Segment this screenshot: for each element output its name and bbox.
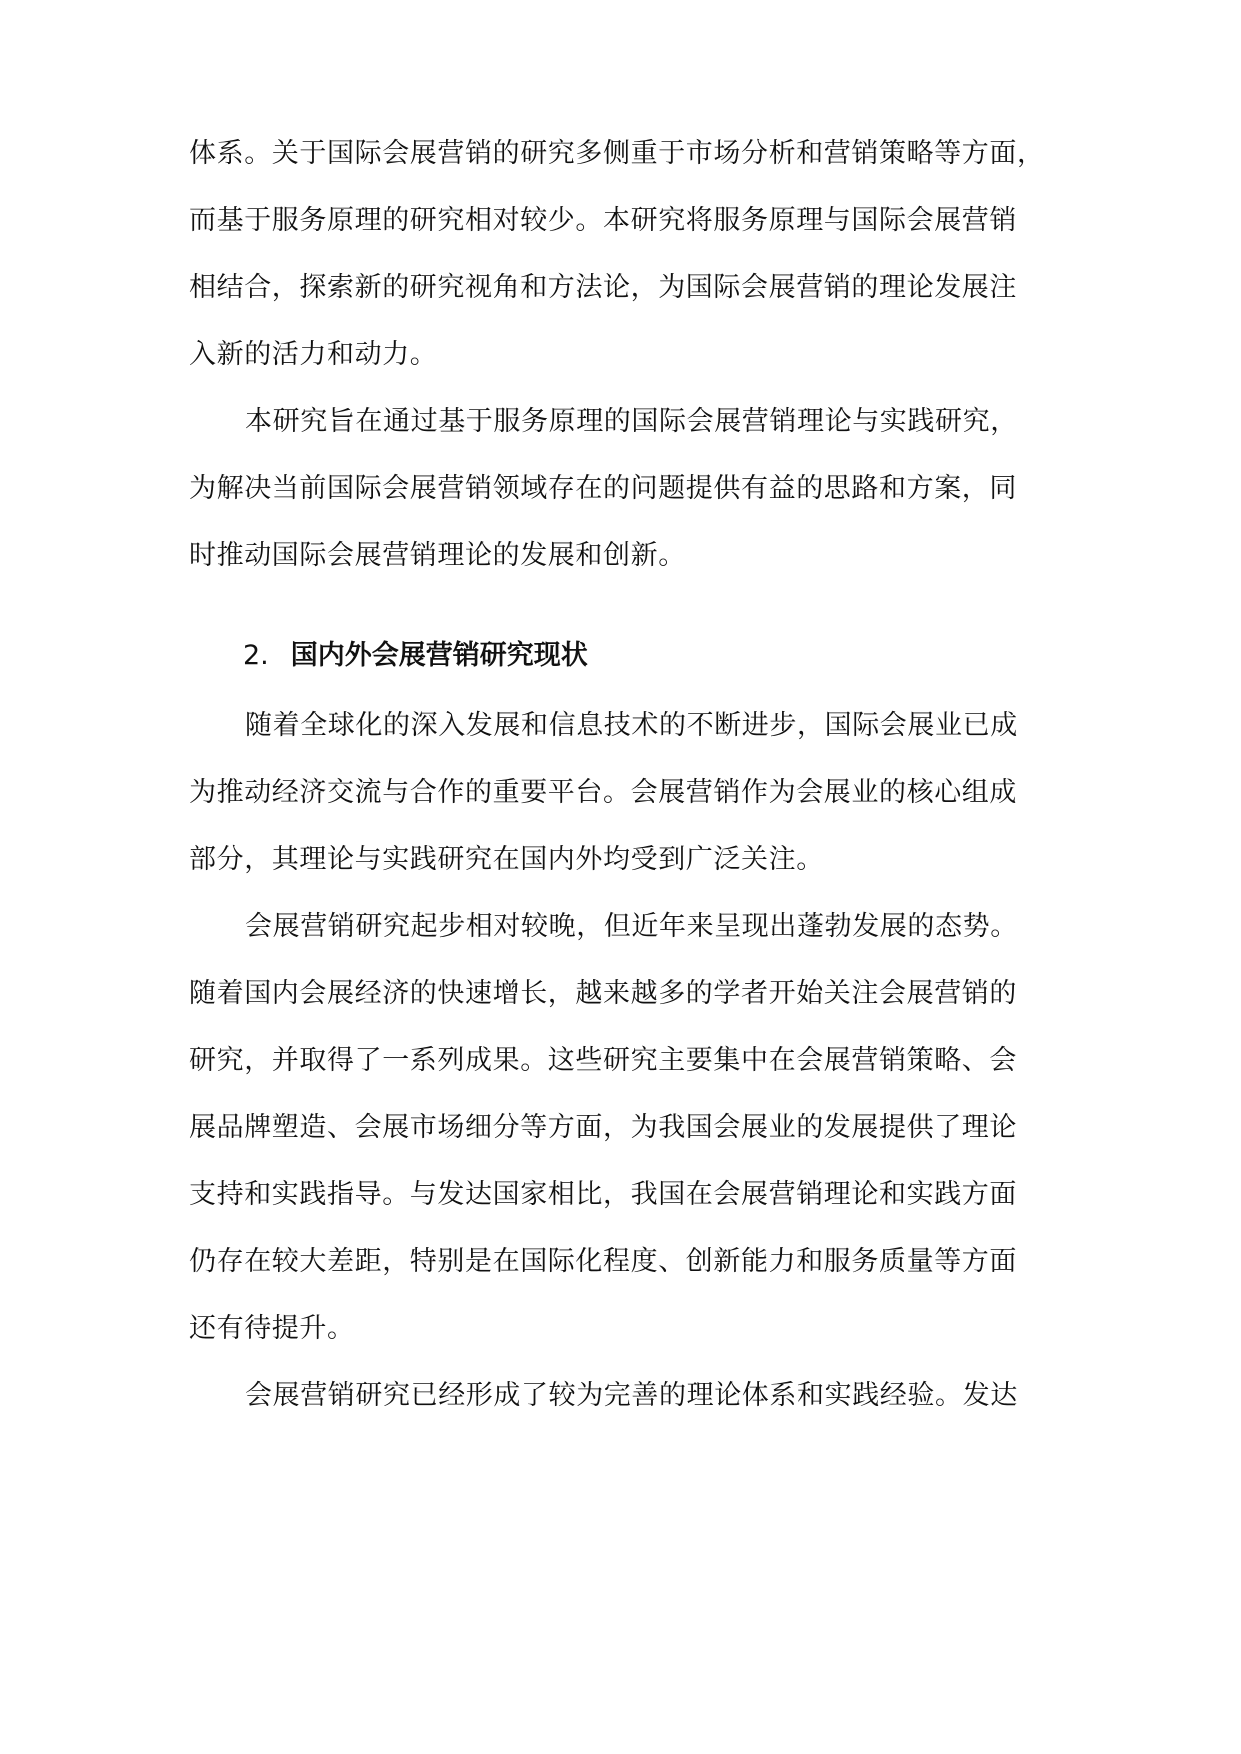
text-line: 时推动国际会展营销理论的发展和创新。 bbox=[189, 540, 686, 571]
text-line: 相结合，探索新的研究视角和方法论，为国际会展营销的理论发展注 bbox=[189, 272, 1017, 303]
text-line: 支持和实践指导。与发达国家相比，我国在会展营销理论和实践方面 bbox=[189, 1179, 1017, 1210]
text-line: 随着全球化的深入发展和信息技术的不断进步，国际会展业已成 bbox=[245, 710, 1018, 741]
section-title: 国内外会展营销研究现状 bbox=[290, 640, 588, 671]
text-line: 展品牌塑造、会展市场细分等方面，为我国会展业的发展提供了理论 bbox=[189, 1112, 1017, 1143]
section-number: 2. bbox=[243, 640, 269, 671]
text-line: 随着国内会展经济的快速增长，越来越多的学者开始关注会展营销的 bbox=[189, 978, 1017, 1009]
text-line: 会展营销研究已经形成了较为完善的理论体系和实践经验。发达 bbox=[245, 1380, 1018, 1411]
text-line: 入新的活力和动力。 bbox=[189, 339, 438, 370]
text-line: 研究，并取得了一系列成果。这些研究主要集中在会展营销策略、会 bbox=[189, 1045, 1017, 1076]
text-line: 还有待提升。 bbox=[189, 1313, 355, 1344]
text-line: 仍存在较大差距，特别是在国际化程度、创新能力和服务质量等方面 bbox=[189, 1246, 1017, 1277]
text-line: 为推动经济交流与合作的重要平台。会展营销作为会展业的核心组成 bbox=[189, 777, 1017, 808]
section-heading bbox=[243, 636, 588, 676]
text-line: 部分，其理论与实践研究在国内外均受到广泛关注。 bbox=[189, 844, 824, 875]
text-line: 而基于服务原理的研究相对较少。本研究将服务原理与国际会展营销 bbox=[189, 205, 1017, 236]
text-line: 体系。关于国际会展营销的研究多侧重于市场分析和营销策略等方面， bbox=[189, 138, 1045, 169]
text-line: 本研究旨在通过基于服务原理的国际会展营销理论与实践研究， bbox=[245, 406, 1018, 437]
text-line: 为解决当前国际会展营销领域存在的问题提供有益的思路和方案，同 bbox=[189, 473, 1017, 504]
text-line: 会展营销研究起步相对较晚，但近年来呈现出蓬勃发展的态势。 bbox=[245, 911, 1018, 942]
